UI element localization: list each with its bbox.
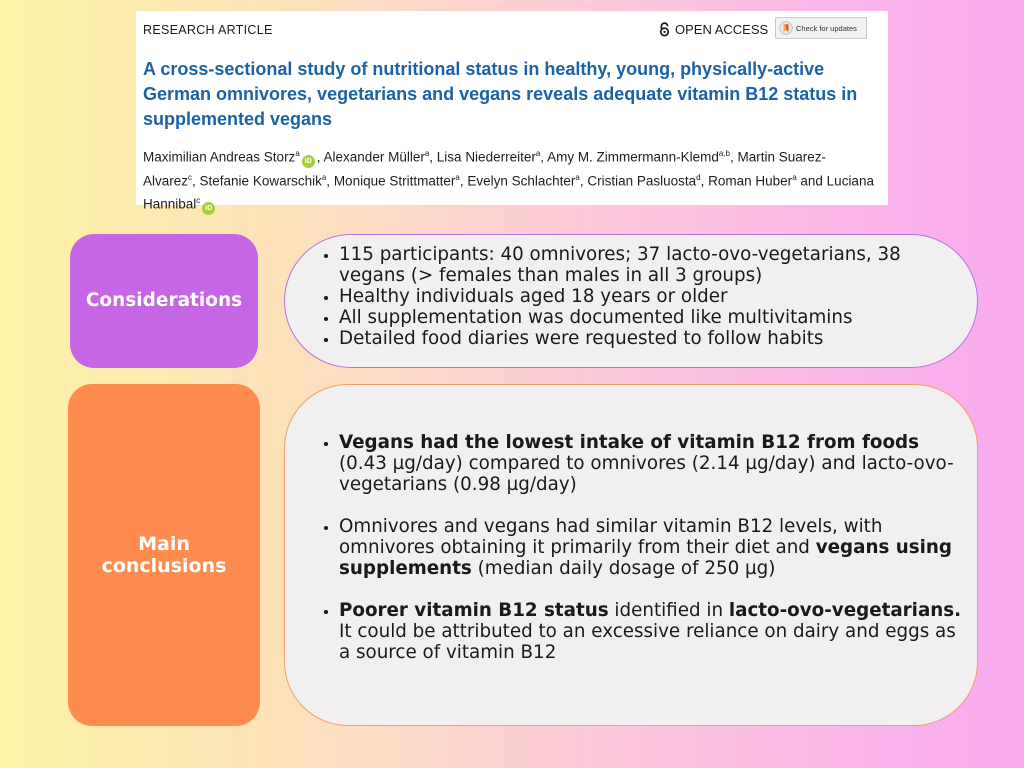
author-affiliation: a (792, 172, 797, 182)
author-separator: and (796, 173, 827, 188)
conclusion-text: (0.43 µg/day) compared to omnivores (2.14 µg/day) and lacto-ovo-vegetarians (0.98 µg/day) (339, 453, 954, 495)
considerations-item: • Healthy individuals aged 18 years or older (339, 286, 967, 307)
check-updates-label: Check for updates (796, 23, 857, 33)
check-updates-bookmark-icon (779, 21, 793, 35)
considerations-list (317, 244, 967, 349)
considerations-item: • Detailed food diaries were requested to follow habits (339, 328, 967, 349)
author-separator: , (192, 173, 200, 188)
author-affiliation: a,b (718, 149, 730, 158)
author-affiliation: a (575, 172, 580, 182)
author-affiliation: a (321, 172, 327, 182)
author-affiliation: c (188, 172, 193, 182)
conclusion-item-b12-intake (339, 432, 967, 495)
author-name[interactable]: Cristian Pasluosta (587, 173, 697, 188)
article-type-label: RESEARCH ARTICLE (143, 23, 273, 37)
author-name[interactable]: Maximilian Andreas Storz (143, 149, 296, 165)
conclusion-bold: Vegans had the lowest intake of vitamin B12 from foods (339, 432, 919, 453)
conclusions-list (317, 432, 967, 663)
author-name[interactable]: Alexander Müller (323, 149, 425, 165)
conclusions-label-text: Main conclusions (101, 533, 227, 577)
considerations-label-text: Considerations (85, 290, 243, 311)
conclusion-bold: Poorer vitamin B12 status (339, 600, 609, 621)
author-affiliation: d (696, 172, 701, 182)
author-affiliation: a (295, 149, 300, 158)
paper-header-card (136, 11, 888, 212)
conclusion-item-b12-levels (339, 516, 967, 579)
conclusions-label (68, 384, 260, 726)
author-list (143, 144, 878, 215)
orcid-icon[interactable]: iD (302, 155, 315, 168)
considerations-item: • 115 participants: 40 omnivores; 37 lacto-ovo-vegetarians, 38 vegans (> females than males in all 3 groups) (339, 244, 967, 286)
conclusion-text: identified in (608, 600, 729, 621)
author-name[interactable]: Evelyn Schlachter (467, 173, 576, 188)
author-affiliation: a (535, 149, 541, 158)
author-separator: , (429, 149, 437, 165)
considerations-label (70, 234, 258, 368)
author-separator: , (729, 149, 738, 165)
author-name[interactable]: Lisa Niederreiter (436, 149, 536, 165)
author-separator: , (326, 173, 334, 188)
author-separator: , (459, 173, 468, 188)
conclusion-item-b12-status (339, 600, 967, 663)
author-separator: , (316, 149, 324, 165)
author-name[interactable]: Monique Strittmatter (333, 173, 456, 188)
orcid-icon[interactable]: iD (202, 202, 215, 215)
open-access-lock-icon (658, 22, 671, 37)
author-name[interactable]: Amy M. Zimmermann-Klemd (547, 149, 719, 165)
conclusions-box (284, 384, 978, 726)
author-name[interactable]: Martin Suarez-Alvarez (143, 149, 827, 188)
author-separator: , (540, 149, 548, 165)
author-name[interactable]: Luciana Hannibal (143, 173, 874, 212)
open-access-badge (658, 22, 768, 37)
conclusion-text: It could be attributed to an excessive reliance on dairy and eggs as a source of vitamin B12 (339, 621, 956, 663)
author-name[interactable]: Stefanie Kowarschik (199, 173, 322, 188)
considerations-item: • All supplementation was documented like multivitamins (339, 307, 967, 328)
author-name[interactable]: Roman Huber (708, 173, 793, 188)
conclusion-bold: vegans using supplements (339, 537, 952, 579)
author-separator: , (579, 173, 588, 188)
conclusion-text: (median daily dosage of 250 µg) (471, 558, 776, 579)
header-top-row (143, 21, 888, 45)
conclusion-bold: lacto-ovo-vegetarians. (728, 600, 962, 621)
paper-title: A cross-sectional study of nutritional status in healthy, young, physically-active German omnivores, vegetarians and vegans reveals adequate vitamin B12 status in supplemented vegans (143, 59, 858, 129)
open-access-label: OPEN ACCESS (675, 22, 769, 37)
author-separator: , (700, 173, 709, 188)
author-affiliation: a (424, 149, 430, 158)
conclusion-text: Omnivores and vegans had similar vitamin B12 levels, with omnivores obtaining it primarily from their diet and (339, 516, 883, 558)
author-affiliation: a (455, 172, 460, 182)
author-affiliation: c (196, 196, 201, 205)
check-for-updates-button[interactable] (775, 17, 867, 39)
considerations-box (284, 234, 978, 368)
